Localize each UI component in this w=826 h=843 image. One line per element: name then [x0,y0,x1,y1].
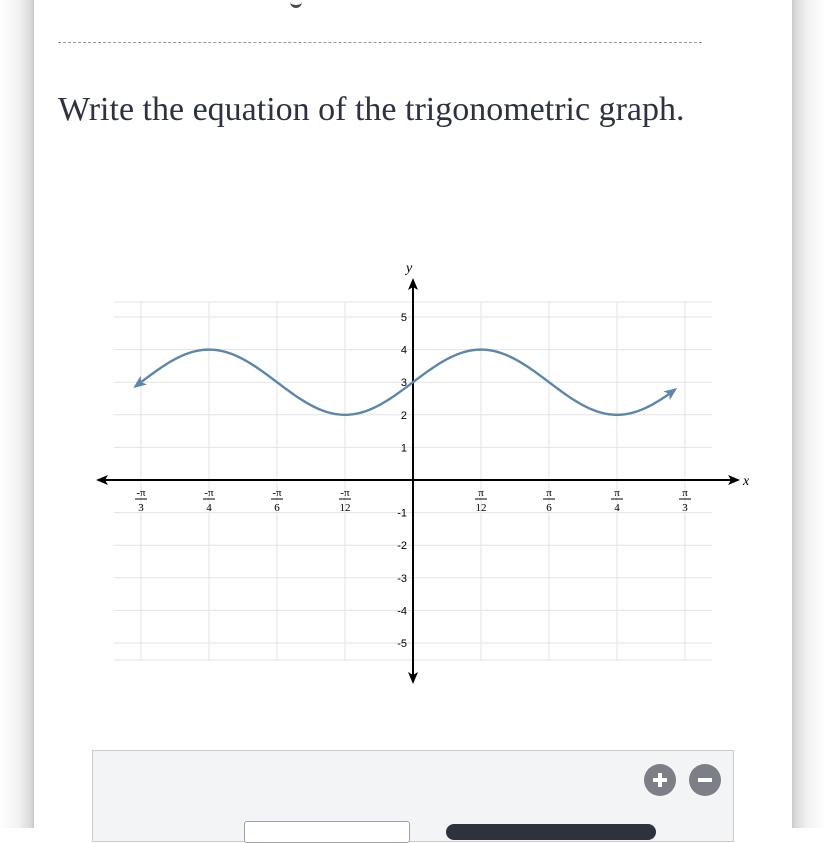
y-tick-label: -3 [397,572,407,585]
x-tick-denominator: 3 [682,502,688,514]
x-tick-numerator: π [682,487,688,499]
zoom-in-button[interactable] [644,764,676,796]
y-tick-label: 4 [400,344,407,357]
answer-button[interactable] [446,824,656,840]
x-axis-label: x [743,474,750,489]
plus-icon [644,764,676,796]
x-tick-denominator: 12 [339,502,351,514]
y-tick-label: 1 [400,442,407,455]
dashed-divider [58,42,702,43]
x-tick-denominator: 4 [206,502,212,514]
trig-graph [86,258,750,690]
x-tick-denominator: 12 [475,502,487,514]
x-tick-denominator: 6 [274,502,280,514]
minus-icon [689,764,721,796]
right-edge-shadow [792,0,826,828]
x-tick-numerator: -π [136,487,146,499]
x-tick-numerator: -π [340,487,350,499]
x-tick-numerator: π [546,487,552,499]
axes [98,261,750,682]
answer-input[interactable] [244,821,410,843]
x-tick-denominator: 6 [546,502,552,514]
y-tick-label: -4 [397,605,407,618]
left-edge-shadow [0,0,34,828]
x-tick-numerator: π [478,487,484,499]
zoom-out-button[interactable] [689,764,721,796]
y-tick-label: 2 [400,409,407,422]
y-tick-label: -5 [397,638,407,650]
y-axis-label: y [406,261,413,276]
x-tick-denominator: 3 [138,502,144,514]
y-tick-label: 5 [400,312,407,324]
question-text: Write the equation of the trigonometric graph. [58,91,685,128]
x-tick-numerator: -π [272,487,282,499]
x-tick-numerator: π [614,487,620,499]
y-tick-label: -2 [397,540,407,553]
x-tick-denominator: 4 [614,502,620,514]
y-tick-label: 3 [400,377,407,390]
y-tick-label: -1 [397,507,407,520]
x-tick-numerator: -π [204,487,214,499]
